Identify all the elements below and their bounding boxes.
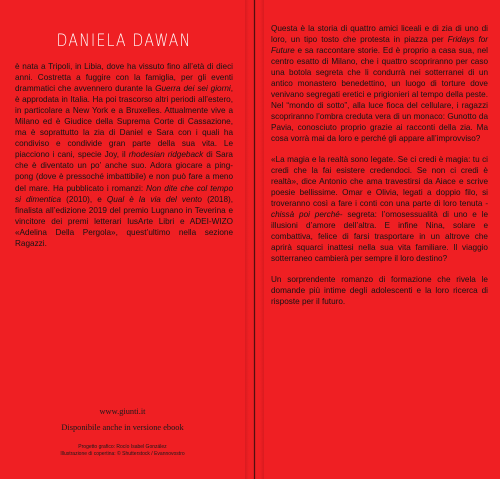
- italic-run: Non dite che col tempo si dimentica: [15, 183, 233, 204]
- author-name: DANIELA DAWAN: [56, 31, 192, 51]
- synopsis-paragraph: [271, 23, 488, 145]
- right-flap: [264, 0, 500, 479]
- italic-run: Qual è la via del vento: [106, 194, 202, 204]
- left-flap: [0, 0, 245, 479]
- italic-run: rhodesian ridgeback: [128, 150, 204, 160]
- text-run: (2018), finalista all’edizione 2019 del premio Lugnano in Teverina e vincitore dei premi letterari IusArte Libri e ADEI-WIZO «Adelina Della Pergola», quest’ultimo nella sezione Ragazzi.: [15, 194, 234, 248]
- spine-fold: [245, 0, 264, 479]
- text-run: di Sara che è diventato un po’ anche suo. Adora giocare a ping-pong (dove è pressoché imbattibile) e non può fare a meno del mare. Ha pubblicato i romanzi:: [15, 150, 233, 193]
- text-run: (2010), e: [61, 194, 107, 204]
- bio-paragraph: [15, 61, 233, 249]
- text-run: è nata a Tripoli, in Libia, dove ha vissuto fino all’età di dieci anni. Costretta a fuggire con la famiglia, per gli eventi drammatici che avvennero durante la: [15, 62, 233, 94]
- italic-run: Fridays for Future: [271, 35, 489, 56]
- synopsis-paragraph: [271, 274, 488, 307]
- publisher-website: www.giunti.it: [99, 407, 146, 416]
- text-run: , è approdata in Italia. Ha poi trascorso altri periodi all’estero, in particolare a New York e a Bruxelles. Attualmente vive a Milano ed è Giudice della Suprema Corte di Cassazione, ma è soprattutto la zia di Daniel e Sara con i quali ha condiviso e condivide gran parte della sua vita. Le piacciono i cani, specie Joy, il: [15, 84, 233, 160]
- text-run: e sa raccontare storie. Ed è proprio a casa sua, nel centro esatto di Milano, che i quattro scopriranno per caso una botola segreta che li condurrà nei sotterranei di un antico monastero benedettino, un luogo di torture dove venivano segregati eretici e prigionieri al tempo della peste. Nel “mondo di sotto”, alla luce fioca del cellulare, i ragazzi scopriranno l’ombra creduta vera di un monaco: Gunotto da Pavia, conosciuto proprio grazie ai racconti della zia. Ma cosa vorrà mai da loro e perché gli appare all’improvviso?: [271, 46, 488, 144]
- text-run: Questa è la storia di quattro amici liceali e di zia di uno di loro, un tipo tosto che protesta in piazza per: [271, 24, 488, 45]
- credit-cover: Illustrazione di copertina: © Shutterstock / Evannovostro: [60, 451, 185, 457]
- synopsis-paragraph: [271, 154, 488, 264]
- author-bio: [15, 61, 233, 249]
- synopsis: [271, 23, 488, 307]
- italic-run: Guerra dei sei giorni: [155, 84, 231, 94]
- italic-run: -chissà poi perché-: [271, 199, 488, 220]
- text-run: Un sorprendente romanzo di formazione che rivela le domande più intime degli adolescenti e la loro ricerca di risposte per il futuro.: [271, 274, 488, 307]
- credit-design: Progetto grafico: Rocío Isabel González: [78, 444, 167, 450]
- text-run: «La magia e la realtà sono legate. Se ci credi è magia: tu ci credi che la fai esistere credendoci. Se non ci credi è realtà», dice Antonio che ama travestirsi da Aiace e scrive poesie bellissime. Omar e Olivia, legati a doppio filo, si troveranno così a fare i conti con una parte di loro tenuta: [271, 155, 488, 209]
- credits: [0, 444, 245, 458]
- text-run: segreta: l’omosessualità di uno e le illusioni d’amore dell’altra. E infine Nina, solare e combattiva, felice di farsi trasportare in un altrove che aprirà squarci inattesi nella sua vita familiare. Il viaggio sotterraneo cambierà per sempre il loro destino?: [271, 210, 488, 264]
- ebook-note: Disponibile anche in versione ebook: [61, 423, 184, 432]
